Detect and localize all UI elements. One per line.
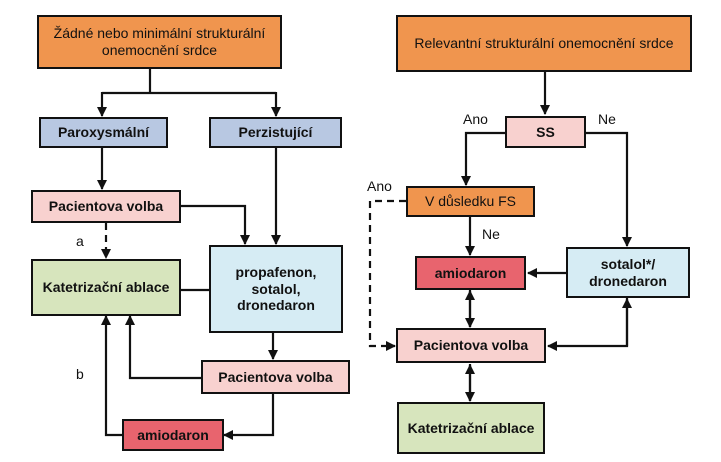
amiodaron-left-box bbox=[122, 419, 224, 451]
arrow-ss-to-fs bbox=[466, 133, 505, 185]
patient-choice-bottom-box bbox=[201, 360, 350, 394]
catheter-ablation-right-label: Katetrizační ablace bbox=[407, 419, 535, 436]
paroxysmal-label: Paroxysmální bbox=[57, 124, 150, 141]
catheter-ablation-left-label: Katetrizační ablace bbox=[42, 279, 170, 296]
arrow-ss-to-sotalol bbox=[586, 133, 627, 246]
drugs-box bbox=[209, 245, 343, 333]
patient-choice-bottom-label: Pacientova volba bbox=[218, 368, 333, 385]
arrow-patient-choice-to-ablation bbox=[130, 316, 201, 378]
right-header-box bbox=[396, 15, 692, 72]
patient-choice-right-box bbox=[396, 328, 546, 363]
persistent-box bbox=[209, 117, 342, 148]
amiodaron-left-label: amiodaron bbox=[137, 426, 209, 443]
arrow-to-amiodaron-left bbox=[224, 394, 273, 435]
patient-choice-top-label: Pacientova volba bbox=[48, 198, 164, 215]
label-ano-ss: Ano bbox=[463, 111, 488, 127]
sotalol-box bbox=[566, 247, 690, 298]
label-b: b bbox=[76, 366, 84, 382]
due-to-fs-box bbox=[406, 186, 535, 217]
left-header-box bbox=[37, 15, 282, 69]
right-header-label: Relevantní strukturální onemocnění srdce bbox=[414, 35, 674, 52]
left-header-label: Žádné nebo minimální strukturální onemocnění srdce bbox=[53, 25, 266, 58]
amiodaron-right-box bbox=[415, 256, 526, 290]
paroxysmal-box bbox=[39, 117, 168, 148]
drugs-label: propafenon, sotalol, dronedaron bbox=[235, 263, 317, 314]
arrow-patient-choice-to-drugs bbox=[181, 206, 245, 244]
due-to-fs-label: V důsledku FS bbox=[424, 193, 517, 210]
arrow-dashed-fs-to-patient-choice bbox=[370, 201, 406, 346]
arrow-amiodaron-to-ablation bbox=[106, 316, 122, 435]
label-ne-fs: Ne bbox=[482, 226, 500, 242]
patient-choice-right-label: Pacientova volba bbox=[413, 337, 529, 354]
label-ne-ss: Ne bbox=[598, 111, 616, 127]
arrow-sotalol-to-patient-choice bbox=[548, 298, 627, 346]
patient-choice-top-box bbox=[31, 190, 181, 223]
label-a: a bbox=[76, 233, 84, 249]
catheter-ablation-left-box bbox=[31, 259, 181, 316]
catheter-ablation-right-box bbox=[397, 402, 545, 454]
label-ano-fs: Ano bbox=[367, 178, 392, 194]
persistent-label: Perzistující bbox=[238, 124, 313, 141]
ss-box bbox=[505, 116, 586, 148]
sotalol-label: sotalol*/ dronedaron bbox=[589, 255, 667, 289]
ss-label: SS bbox=[536, 123, 555, 140]
amiodaron-right-label: amiodaron bbox=[434, 264, 507, 281]
